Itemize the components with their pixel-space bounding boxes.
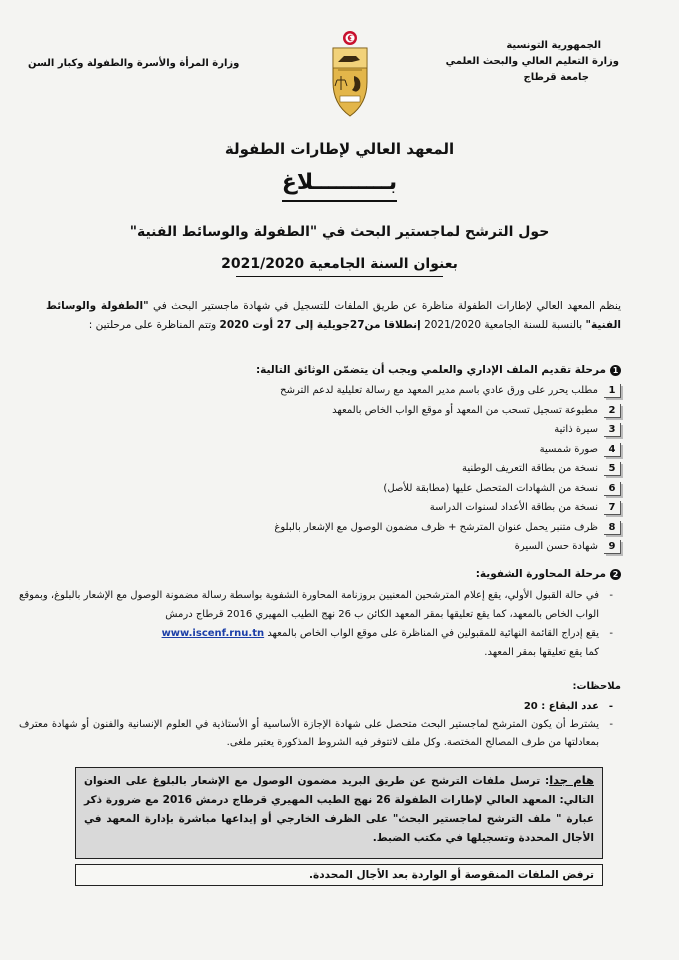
- academic-year-underline: [236, 276, 443, 277]
- announcement-underline: [282, 200, 397, 202]
- list-item-text: يشترط أن يكون المترشح لماجستير البحث متحصل على شهادة الإجازة الأساسية أو الأستاذية في العلوم الإنسانية والفنون أو شهادة معترف بمعادلتها من طرف المصالح المختصة. وكل ملف لاتتوفر فيه الشروط المذكورة يعتبر ملغى.: [19, 719, 599, 748]
- required-documents-list: [121, 381, 621, 557]
- list-item-text: نسخة من الشهادات المتحصل عليها (مطابقة للأصل): [383, 482, 598, 494]
- list-item: [121, 479, 621, 499]
- list-item-text: نسخة من بطاقة الأعداد لسنوات الدراسة: [429, 502, 598, 513]
- list-item: [121, 459, 621, 479]
- intro-text-1: ينظم المعهد العالي لإطارات الطفولة مناظرة عن طريق الملفات للتسجيل في شهادة ماجستير البحث في: [148, 300, 621, 312]
- stage2-number-badge: 2: [610, 569, 621, 580]
- list-item: [121, 498, 621, 518]
- list-item: [19, 586, 599, 624]
- list-item-text: سيرة ذاتية: [554, 424, 598, 435]
- institute-title: المعهد العالي لإطارات الطفولة: [224, 140, 455, 158]
- rejection-text: ترفض الملفات المنقوصة أو الواردة بعد الأجال المحددة.: [309, 869, 594, 881]
- list-item-number: 9: [604, 540, 621, 554]
- list-item-number: 7: [604, 501, 621, 515]
- important-label: هام جدا: [549, 773, 594, 787]
- stage1-heading: [256, 364, 621, 376]
- list-item-text: مطبوعة تسجيل تسحب من المعهد أو موقع الواب الخاص بالمعهد: [332, 404, 598, 416]
- announcement-subject: حول الترشح لماجستير البحث في "الطفولة والوسائط الفنية": [129, 224, 550, 240]
- list-item: [19, 716, 599, 752]
- list-item-text: يقع إدراج القائمة النهائية للمقبولين في المناظرة على موقع الواب الخاص بالمعهد: [267, 628, 599, 639]
- intro-text-2: بالنسبة للسنة الجامعية 2021/2020: [420, 319, 586, 331]
- ministry-higher-education: وزارة التعليم العالي والبحث العلمي: [445, 56, 619, 67]
- academic-year: بعنوان السنة الجامعية 2021/2020: [221, 256, 458, 272]
- ministry-women-family: وزارة المرأة والأسرة والطفولة وكبار السن: [28, 58, 240, 69]
- stage2-title: مرحلة المحاورة الشفوية:: [475, 568, 606, 580]
- oral-interview-list: [19, 586, 621, 662]
- stage2-heading: [476, 568, 621, 580]
- list-item: [19, 624, 599, 662]
- intro-dates: إنطلاقا من27جويلية إلى 27 أوت 2020: [219, 319, 421, 331]
- intro-paragraph: [46, 297, 621, 335]
- list-item-text: شهادة حسن السيرة: [514, 541, 598, 552]
- list-item: [121, 537, 621, 557]
- list-item-number: 2: [604, 404, 621, 418]
- list-item: [19, 698, 599, 716]
- list-item: [121, 440, 621, 460]
- header-right-block: [419, 38, 619, 86]
- list-item-number: 6: [604, 482, 621, 496]
- list-item: [121, 381, 621, 401]
- stage1-title: مرحلة تقديم الملف الإداري والعلمي ويجب أن يتضمّن الوثائق التالية:: [255, 364, 606, 376]
- list-item-number: 8: [604, 521, 621, 535]
- list-item-text: في حالة القبول الأولي، يقع إعلام المترشحين المعنيين بروزنامة المحاورة الشفوية بواسطة رسالة مضمونة الوصول مع الإشعار بالبلوغ، وبموقع الواب الخاص بالمعهد، كما يقع تعليقها بمقر المعهد الكائن ب 26 نهج الطيب المهيري 2016 قرطاج درمش: [19, 590, 599, 620]
- intro-program-name: "الطفولة والوسائط الفنية": [46, 300, 621, 331]
- announcement-title: بــــــــــلاغ: [281, 170, 398, 195]
- list-item-text: ظرف متنبر يحمل عنوان المترشح + ظرف مضمون الوصول مع الإشعار بالبلوغ: [274, 521, 598, 533]
- list-item: [121, 401, 621, 421]
- intro-text-3: وتتم المناظرة على مرحلتين :: [88, 319, 220, 331]
- list-item-number: 3: [604, 423, 621, 437]
- list-item: [121, 518, 621, 538]
- list-item-text-tail: كما يقع تعليقها بمقر المعهد.: [484, 647, 599, 658]
- list-item-text: مطلب يحرر على ورق عادي باسم مدير المعهد مع رسالة تعليلية لدعم الترشح: [280, 385, 598, 396]
- list-item-number: 5: [604, 462, 621, 476]
- list-item: [121, 420, 621, 440]
- republic-name: الجمهورية التونسية: [506, 40, 601, 51]
- list-item-number: 1: [604, 384, 621, 398]
- list-item-text: نسخة من بطاقة التعريف الوطنية: [461, 463, 598, 474]
- coat-of-arms-icon: [330, 30, 370, 118]
- rejection-notice-box: [75, 864, 603, 886]
- university-name: جامعة قرطاج: [523, 72, 589, 83]
- stage1-number-badge: 1: [610, 365, 621, 376]
- list-item-text: عدد البقاع : 20: [523, 701, 599, 712]
- important-notice-box: [75, 767, 603, 859]
- notes-title: ملاحظات:: [572, 681, 621, 692]
- list-item-text: صورة شمسية: [539, 443, 598, 455]
- notes-list: [19, 698, 621, 752]
- list-item-number: 4: [604, 443, 621, 457]
- institute-website-link[interactable]: www.iscenf.rnu.tn: [161, 628, 265, 639]
- important-text: : ترسل ملفات الترشح عن طريق البريد مضمون الوصول مع الإشعار بالبلوغ على العنوان التالي: المعهد العالي لإطارات الطفولة 26 نهج الطيب المهيري قرطاج درمش 2016 مع ضرورة ذكر عبارة " ملف الترشح لماجستير البحث" على الظرف الخارجي أو إيداعها مباشرة بإدارة المعهد في الأجال المحددة وتسجيلها في مكتب الضبط.: [84, 775, 594, 844]
